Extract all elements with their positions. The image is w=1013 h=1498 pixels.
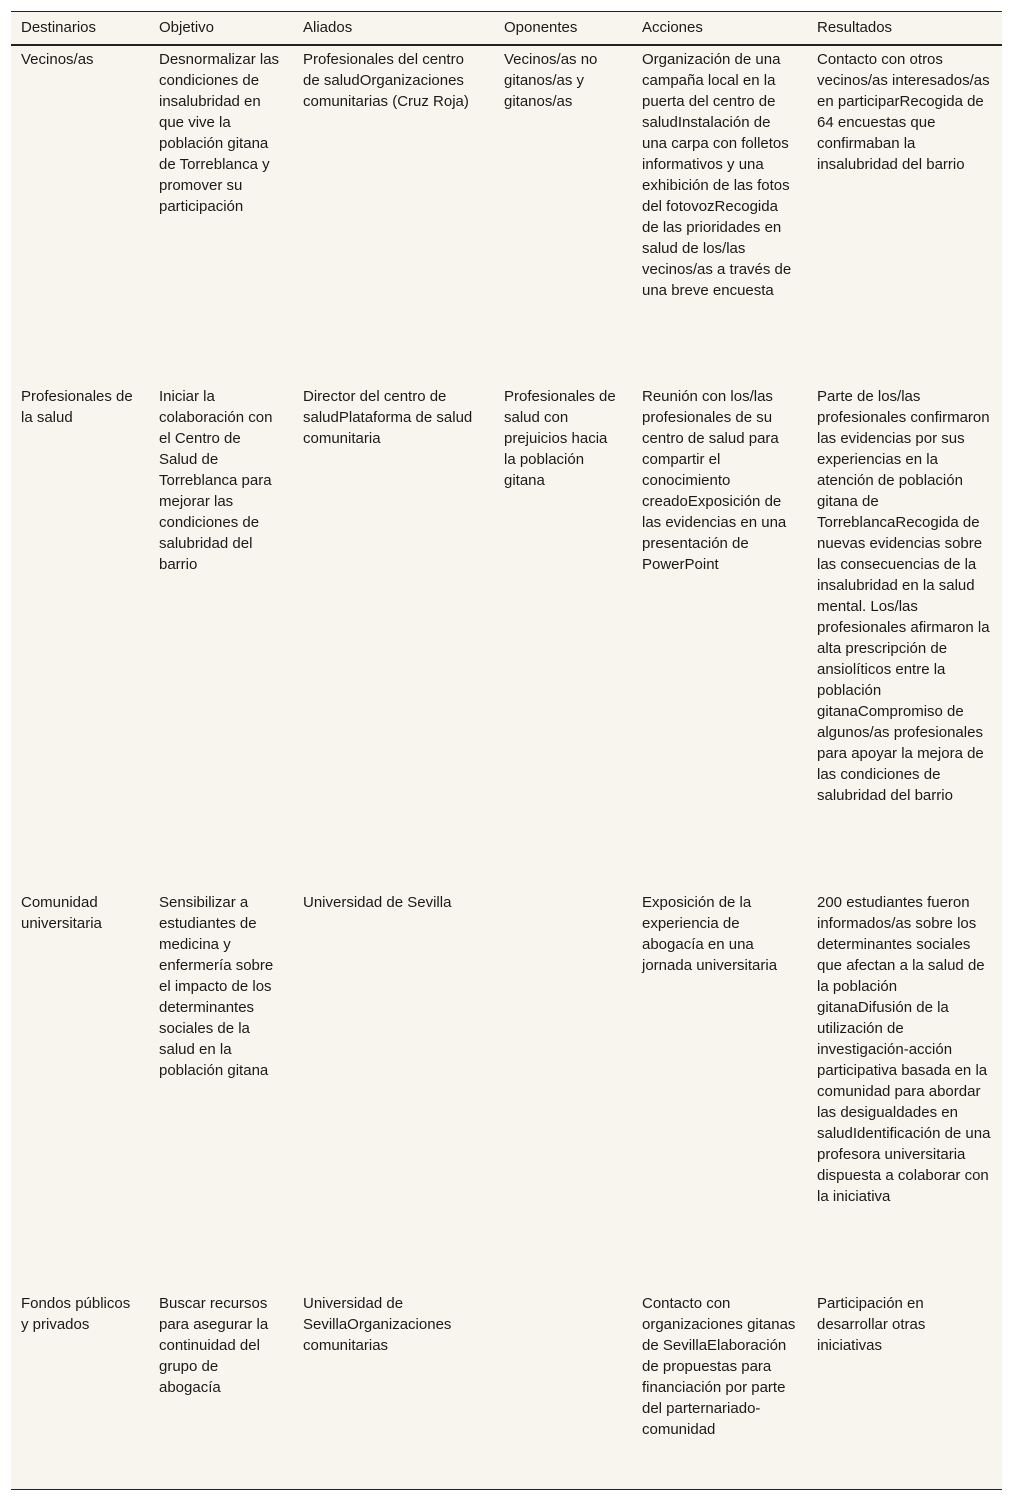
table-row <box>11 383 1002 889</box>
cell-aliados: Director del centro de saludPlataforma de salud comunitaria <box>303 388 473 447</box>
advocacy-table-container <box>11 11 1002 1490</box>
table-body <box>11 45 1002 1489</box>
cell-objetivo: Buscar recursos para asegurar la continuidad del grupo de abogacía <box>159 1295 269 1396</box>
header-oponentes: Oponentes <box>504 19 578 36</box>
cell-objetivo: Iniciar la colaboración con el Centro de Salud de Torreblanca para mejorar las condiciones de salubridad del barrio <box>159 388 273 573</box>
cell-resultados: Participación en desarrollar otras iniciativas <box>817 1295 926 1354</box>
cell-aliados: Profesionales del centro de saludOrganizaciones comunitarias (Cruz Roja) <box>303 51 469 110</box>
table-header <box>11 12 1002 46</box>
cell-aliados: Universidad de SevillaOrganizaciones comunitarias <box>303 1295 452 1354</box>
cell-oponentes: Vecinos/as no gitanos/as y gitanos/as <box>504 51 598 110</box>
cell-destinarios: Vecinos/as <box>21 51 94 68</box>
header-aliados: Aliados <box>303 19 353 36</box>
cell-acciones: Organización de una campaña local en la puerta del centro de saludInstalación de una carpa con folletos informativos y una exhibición de las fotos del fotovozRecogida de las prioridades en salud de los/las vecinos/as a través de una breve encuesta <box>642 51 792 299</box>
cell-resultados: Parte de los/las profesionales confirmaron las evidencias por sus experiencias en la atención de población gitana de TorreblancaRecogida de nuevas evidencias sobre las consecuencias de la insalubridad en la salud mental. Los/las profesionales afirmaron la alta prescripción de ansiolíticos entre la población gitanaCompromiso de algunos/as profesionales para apoyar la mejora de las condiciones de salubridad del barrio <box>817 388 990 804</box>
advocacy-table <box>11 11 1002 1490</box>
table-row <box>11 45 1002 383</box>
table-row <box>11 1290 1002 1489</box>
header-objetivo: Objetivo <box>159 19 215 36</box>
cell-acciones: Reunión con los/las profesionales de su centro de salud para compartir el conocimiento creadoExposición de las evidencias en una presentación de PowerPoint <box>642 388 787 573</box>
cell-destinarios: Fondos públicos y privados <box>21 1295 131 1333</box>
cell-oponentes <box>494 889 632 1290</box>
cell-destinarios: Comunidad universitaria <box>21 894 102 932</box>
cell-acciones: Exposición de la experiencia de abogacía en una jornada universitaria <box>642 894 778 974</box>
table-row <box>11 889 1002 1290</box>
header-resultados: Resultados <box>817 19 893 36</box>
cell-aliados: Universidad de Sevilla <box>303 894 452 911</box>
cell-oponentes <box>494 1290 632 1489</box>
cell-oponentes: Profesionales de salud con prejuicios hacia la población gitana <box>504 388 616 489</box>
header-row <box>11 12 1002 46</box>
header-acciones: Acciones <box>642 19 703 36</box>
header-destinarios: Destinarios <box>21 19 97 36</box>
cell-resultados: 200 estudiantes fueron informados/as sobre los determinantes sociales que afectan a la salud de la población gitanaDifusión de la utilización de investigación-acción participativa basada en la comunidad para abordar las desigualdades en saludIdentificación de una profesora universitaria dispuesta a colaborar con la iniciativa <box>817 894 991 1205</box>
cell-resultados: Contacto con otros vecinos/as interesados/as en participarRecogida de 64 encuestas que confirmaban la insalubridad del barrio <box>817 51 990 173</box>
cell-objetivo: Desnormalizar las condiciones de insalubridad en que vive la población gitana de Torreblanca y promover su participación <box>159 51 280 215</box>
cell-objetivo: Sensibilizar a estudiantes de medicina y enfermería sobre el impacto de los determinantes sociales de la salud en la población gitana <box>159 894 274 1079</box>
cell-destinarios: Profesionales de la salud <box>21 388 133 426</box>
cell-acciones: Contacto con organizaciones gitanas de SevillaElaboración de propuestas para financiación por parte del parternariado-comunidad <box>642 1295 796 1438</box>
